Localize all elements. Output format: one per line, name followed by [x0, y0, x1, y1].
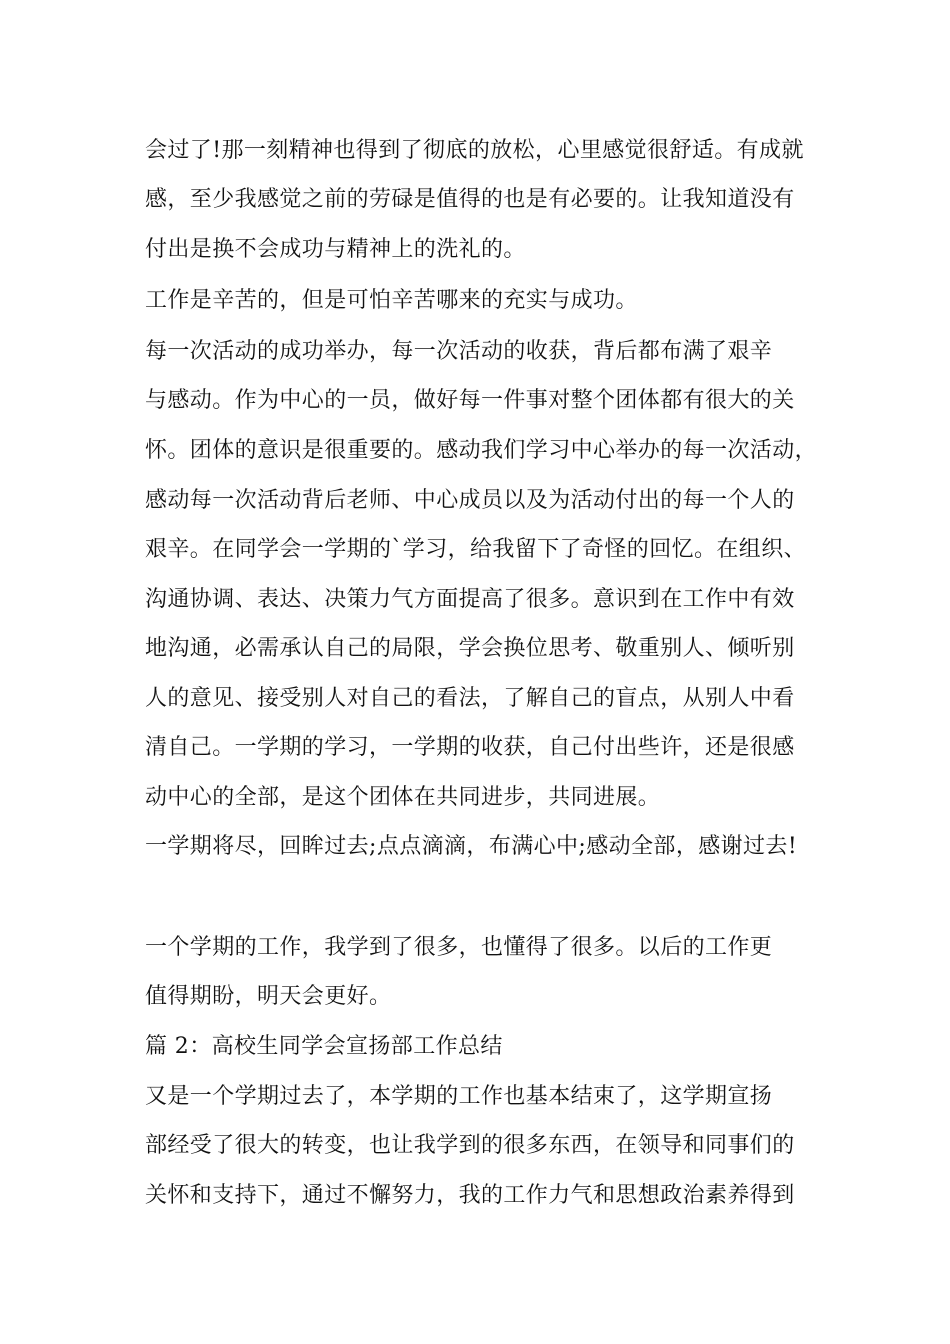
text-line: 关怀和支持下，通过不懈努力，我的工作力气和思想政治素养得到: [145, 1183, 795, 1208]
text-line: 清自己。一学期的学习，一学期的收获，自己付出些许，还是很感: [145, 735, 795, 760]
text-line: 感，至少我感觉之前的劳碌是值得的也是有必要的。让我知道没有: [145, 187, 795, 212]
text-line: 动中心的全部，是这个团体在共同进步，共同进展。: [145, 785, 661, 810]
text-line: 艰辛。在同学会一学期的`学习，给我留下了奇怪的回忆。在组织、: [145, 537, 807, 562]
text-line: 地沟通，必需承认自己的局限，学会换位思考、敬重别人、倾听别: [145, 636, 795, 661]
text-line: 沟通协调、表达、决策力气方面提高了很多。意识到在工作中有效: [145, 587, 795, 612]
text-line: 工作是辛苦的，但是可怕辛苦哪来的充实与成功。: [145, 288, 638, 313]
text-line: 感动每一次活动背后老师、中心成员以及为活动付出的每一个人的: [145, 488, 795, 513]
text-line: 值得期盼，明天会更好。: [145, 984, 392, 1009]
text-line: 付出是换不会成功与精神上的洗礼的。: [145, 237, 526, 262]
text-line: 与感动。作为中心的一员，做好每一件事对整个团体都有很大的关: [145, 388, 795, 413]
section-heading: 篇 2：高校生同学会宣扬部工作总结: [145, 1034, 503, 1059]
text-line: 怀。团体的意识是很重要的。感动我们学习中心举办的每一次活动，: [145, 438, 818, 463]
text-line: 人的意见、接受别人对自己的看法，了解自己的盲点，从别人中看: [145, 686, 795, 711]
text-line: 会过了!那一刻精神也得到了彻底的放松，心里感觉很舒适。有成就: [145, 138, 804, 163]
text-line: 部经受了很大的转变，也让我学到的很多东西，在领导和同事们的: [145, 1133, 795, 1158]
text-line: 一个学期的工作，我学到了很多，也懂得了很多。以后的工作更: [145, 935, 773, 960]
text-line: 每一次活动的成功举办，每一次活动的收获，背后都布满了艰辛: [145, 339, 773, 364]
text-line: 一学期将尽，回眸过去;点点滴滴，布满心中;感动全部，感谢过去!: [145, 834, 798, 859]
text-line: 又是一个学期过去了，本学期的工作也基本结束了，这学期宣扬: [145, 1084, 773, 1109]
